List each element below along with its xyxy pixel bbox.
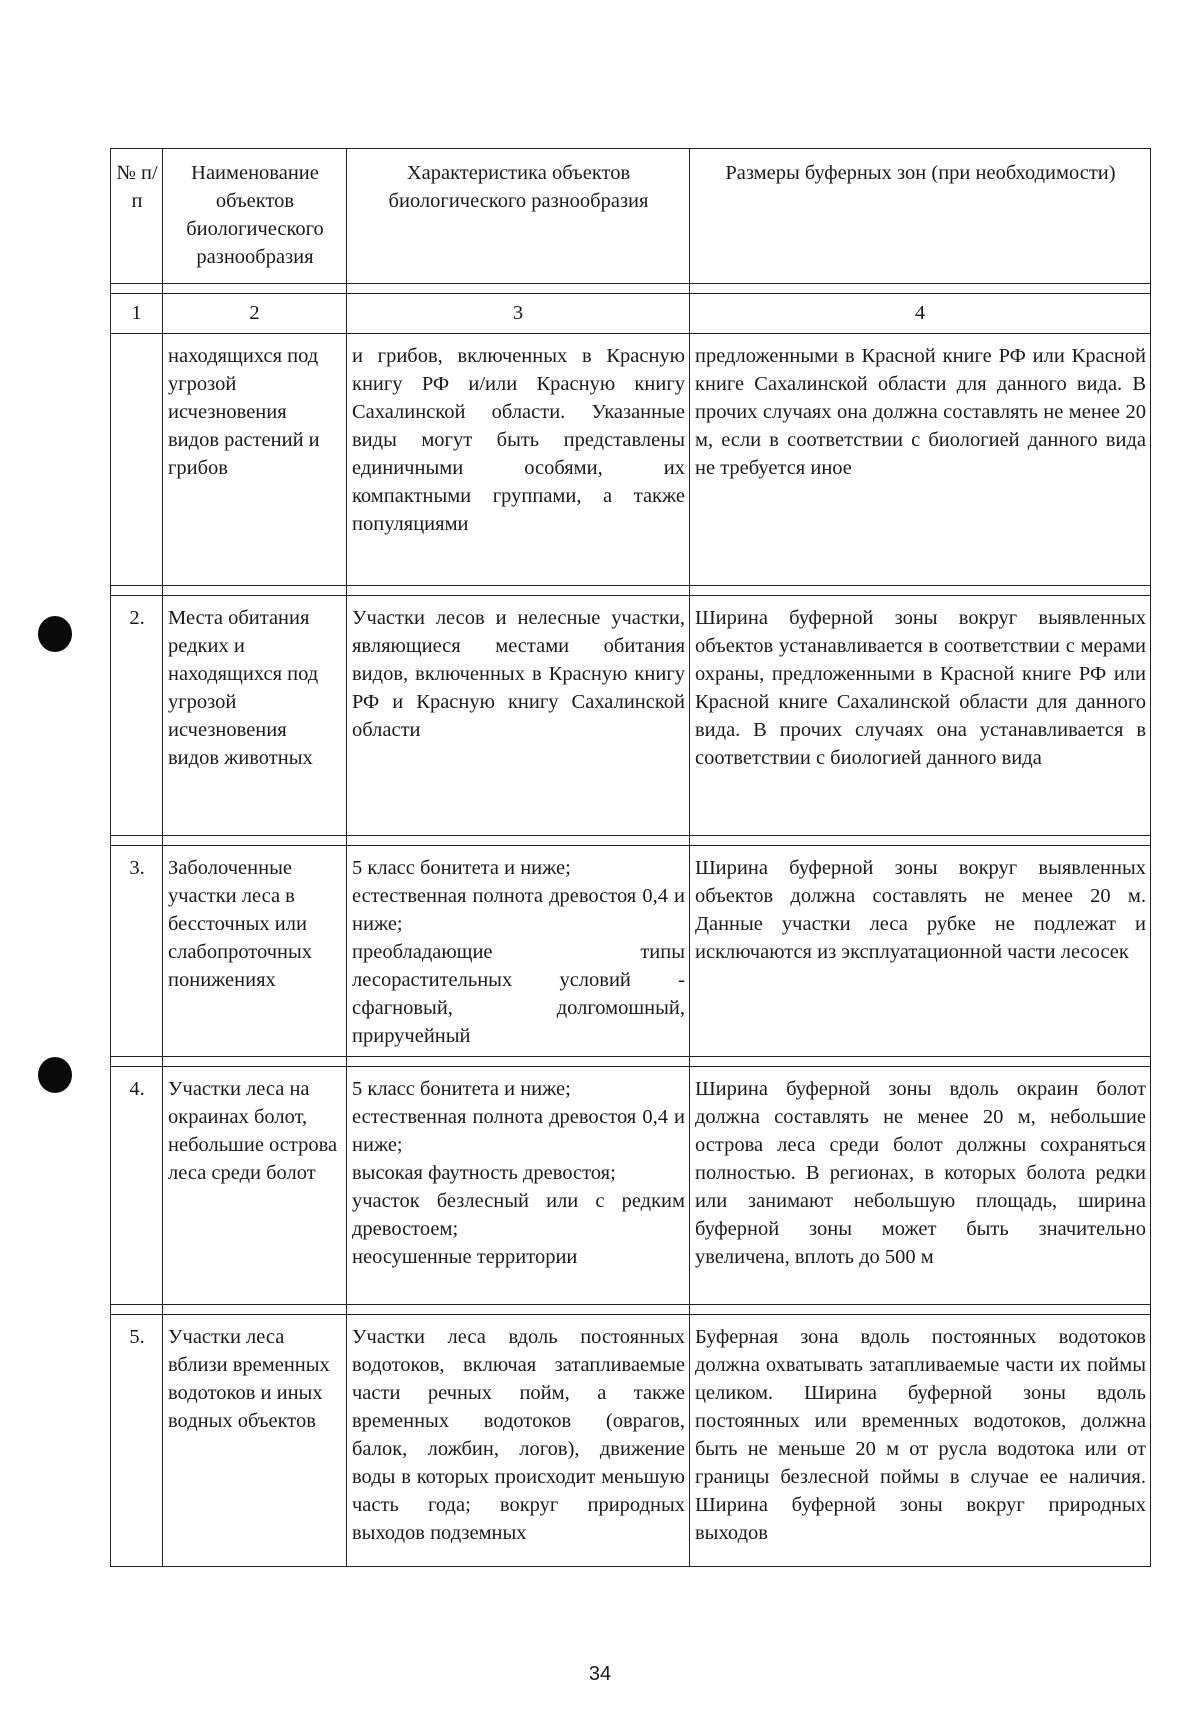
row-separator bbox=[111, 836, 1151, 846]
biodiversity-objects-table bbox=[110, 148, 1151, 1567]
table-row bbox=[111, 596, 1151, 836]
row-buffer-zone: предложенными в Красной книге РФ или Красной книге Сахалинской области для данного вида. В прочих случаях она должна составлять не менее 20 м, если в соответствии с биологией данного вида не требуется иное bbox=[690, 334, 1151, 586]
page-number: 34 bbox=[588, 1663, 612, 1685]
row-separator bbox=[111, 586, 1151, 596]
table-header-row bbox=[111, 149, 1151, 284]
table-row bbox=[111, 1067, 1151, 1305]
row-buffer-zone: Ширина буферной зоны вдоль окраин болот должна составлять не менее 20 м, небольшие острова леса среди болот должны сохраняться полностью. В регионах, в которых болота редки или занимают небольшую площадь, ширина буферной зоны может быть значительно увеличена, вплоть до 500 м bbox=[690, 1067, 1151, 1305]
punch-hole-mark bbox=[38, 1057, 72, 1093]
row-number: 3. bbox=[111, 846, 163, 1057]
column-number: 1 bbox=[111, 294, 163, 334]
row-number: 4. bbox=[111, 1067, 163, 1305]
table-row bbox=[111, 1315, 1151, 1567]
row-object-name: Участки леса вблизи временных водотоков и иных водных объектов bbox=[163, 1315, 347, 1567]
column-number: 3 bbox=[347, 294, 690, 334]
row-object-name: находящихся под угрозой исчезновения видов растений и грибов bbox=[163, 334, 347, 586]
header-number: № п/п bbox=[111, 149, 163, 284]
table-row bbox=[111, 334, 1151, 586]
row-object-name: Заболоченные участки леса в бессточных или слабопроточных понижениях bbox=[163, 846, 347, 1057]
row-separator bbox=[111, 1305, 1151, 1315]
row-characteristic: Участки леса вдоль постоянных водотоков, включая затапливаемые части речных пойм, а также временных водотоков (оврагов, балок, ложбин, логов), движение воды в которых происходит меньшую часть года; вокруг природных выходов подземных bbox=[347, 1315, 690, 1567]
header-separator bbox=[111, 284, 1151, 294]
row-separator bbox=[111, 1057, 1151, 1067]
punch-hole-mark bbox=[38, 616, 72, 652]
column-number: 2 bbox=[163, 294, 347, 334]
column-number-row bbox=[111, 294, 1151, 334]
column-number: 4 bbox=[690, 294, 1151, 334]
row-characteristic: Участки лесов и нелесные участки, являющиеся местами обитания видов, включенных в Красную книгу РФ и Красную книгу Сахалинской области bbox=[347, 596, 690, 836]
table-row bbox=[111, 846, 1151, 1057]
header-buffer-size: Размеры буферных зон (при необходимости) bbox=[690, 149, 1151, 284]
header-name: Наименование объектов биологического разнообразия bbox=[163, 149, 347, 284]
row-characteristic: 5 класс бонитета и ниже; естественная полнота древостоя 0,4 и ниже; преобладающие типы лесорастительных условий - сфагновый, долгомошный, приручейный bbox=[347, 846, 690, 1057]
row-object-name: Места обитания редких и находящихся под угрозой исчезновения видов животных bbox=[163, 596, 347, 836]
row-characteristic: и грибов, включенных в Красную книгу РФ и/или Красную книгу Сахалинской области. Указанные виды могут быть представлены единичными особями, их компактными группами, а также популяциями bbox=[347, 334, 690, 586]
row-buffer-zone: Ширина буферной зоны вокруг выявленных объектов устанавливается в соответствии с мерами охраны, предложенными в Красной книге РФ или Красной книге Сахалинской области для данного вида. В прочих случаях она устанавливается в соответствии с биологией данного вида bbox=[690, 596, 1151, 836]
row-number: 2. bbox=[111, 596, 163, 836]
row-buffer-zone: Буферная зона вдоль постоянных водотоков должна охватывать затапливаемые части их поймы целиком. Ширина буферной зоны вдоль постоянных или временных водотоков, должна быть не меньше 20 м от русла водотока или от границы безлесной поймы в случае ее наличия. Ширина буферной зоны вокруг природных выходов bbox=[690, 1315, 1151, 1567]
row-characteristic: 5 класс бонитета и ниже; естественная полнота древостоя 0,4 и ниже; высокая фаутность древостоя; участок безлесный или с редким древостоем; неосушенные территории bbox=[347, 1067, 690, 1305]
row-number: 5. bbox=[111, 1315, 163, 1567]
row-buffer-zone: Ширина буферной зоны вокруг выявленных объектов должна составлять не менее 20 м. Данные участки леса рубке не подлежат и исключаются из эксплуатационной части лесосек bbox=[690, 846, 1151, 1057]
row-number bbox=[111, 334, 163, 586]
row-object-name: Участки леса на окраинах болот, небольшие острова леса среди болот bbox=[163, 1067, 347, 1305]
header-characteristic: Характеристика объектов биологического разнообразия bbox=[347, 149, 690, 284]
